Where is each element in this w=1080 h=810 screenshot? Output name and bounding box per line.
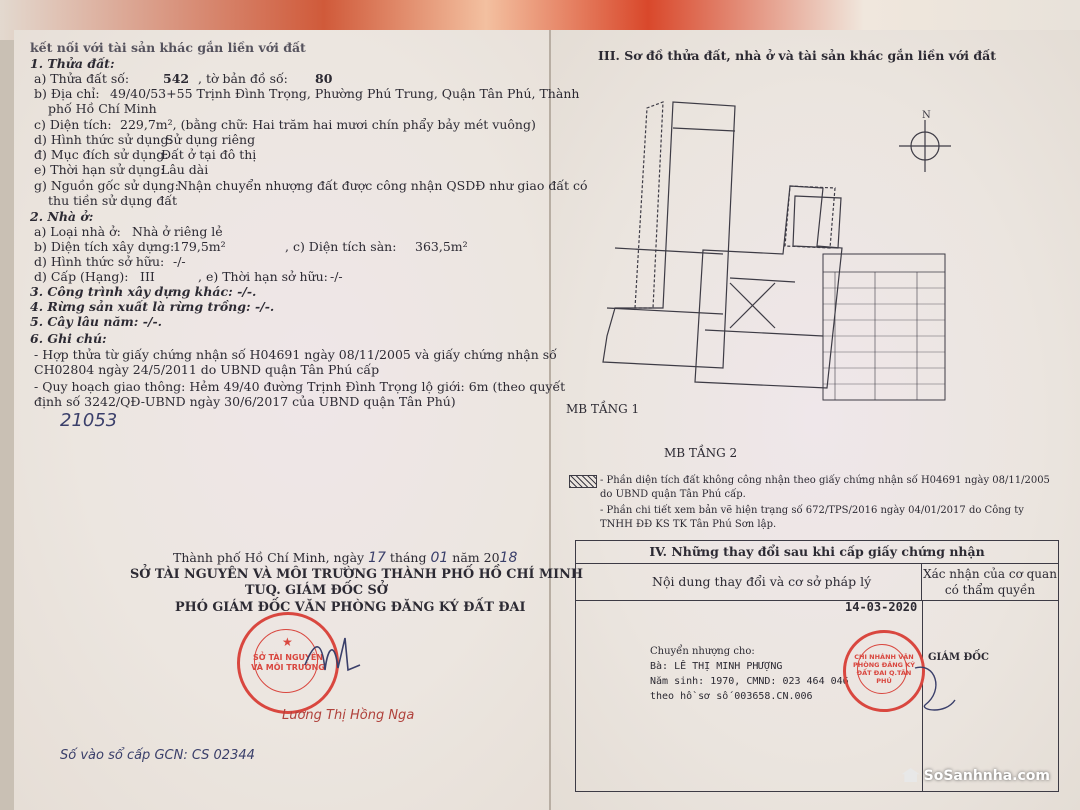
section4-forest: 4. Rừng sản xuất là rừng trồng: -/-. (30, 299, 275, 314)
authority-line2: TUQ. GIÁM ĐỐC SỞ (245, 583, 388, 598)
build-area-label: b) Diện tích xây dựng: (34, 239, 175, 254)
floor-area-value: 363,5m² (415, 239, 468, 254)
hatch-legend-icon (569, 475, 597, 488)
floor1-outline (603, 102, 735, 368)
ownership-label: d) Hình thức sở hữu: (34, 254, 165, 269)
section3-other-works: 3. Công trình xây dựng khác: -/-. (30, 284, 257, 299)
label-mb-floor1: MB TẦNG 1 (566, 402, 640, 416)
changes-col-content: Nội dung thay đổi và cơ sở pháp lý (576, 563, 922, 601)
seal-text: SỞ TÀI NGUYÊN VÀ MÔI TRƯỜNG (251, 653, 325, 672)
use-form-value: Sử dụng riêng (165, 132, 256, 147)
seal-star-icon: ★ (282, 635, 293, 649)
watermark-logo: SoSanhnha.com (902, 768, 1050, 784)
grade-label: d) Cấp (Hạng): (34, 269, 129, 284)
address-label: b) Địa chỉ: (34, 86, 100, 101)
note1-line1: - Hợp thửa từ giấy chứng nhận số H04691 ngày 08/11/2005 và giấy chứng nhận số (34, 347, 557, 362)
legend2-line2: TNHH ĐĐ KS TK Tân Phú Sơn lập. (600, 519, 777, 530)
left-top-heading: kết nối với tài sản khác gắn liền với đất (30, 40, 306, 55)
area-label: c) Diện tích: (34, 117, 112, 132)
origin-label: g) Nguồn gốc sử dụng: (34, 178, 179, 193)
parcel-value: 542 (163, 71, 190, 86)
authority-line1: SỞ TÀI NGUYÊN VÀ MÔI TRƯỜNG THÀNH PHỐ HỒ CHÍ MINH (130, 567, 583, 582)
legend2-line1: - Phần chi tiết xem bản vẽ hiện trạng số 672/TPS/2016 ngày 04/01/2017 do Công ty (600, 505, 1024, 516)
floor2-outline (695, 186, 842, 388)
note2-line2: định số 3242/QĐ-UBND ngày 30/6/2017 của UBND quận Tân Phú) (34, 394, 456, 409)
svg-text:N: N (922, 110, 931, 121)
address-line1: 49/40/53+55 Trịnh Đình Trọng, Phường Phú Trung, Quận Tân Phú, Thành (110, 86, 580, 101)
grade-value: III (140, 269, 155, 284)
changes-col-confirm: Xác nhận của cơ quan có thẩm quyền (922, 563, 1058, 601)
use-purpose-value: Đất ở tại đô thị (161, 147, 257, 162)
director-signature (905, 660, 965, 720)
note2-line1: - Quy hoạch giao thông: Hẻm 49/40 đường Trịnh Đình Trọng lộ giới: 6m (theo quyết (34, 379, 566, 394)
origin-line2: thu tiền sử dụng đất (48, 193, 178, 208)
note1-line2: CH02804 ngày 24/5/2011 do UBND quận Tân Phú cấp (34, 362, 380, 377)
house-type-value: Nhà ở riêng lẻ (132, 224, 223, 239)
section5-perennial: 5. Cây lâu năm: -/-. (30, 314, 163, 329)
address-line2: phố Hồ Chí Minh (48, 101, 157, 116)
transfer-details: Năm sinh: 1970, CMND: 023 464 046 (650, 676, 849, 687)
use-purpose-label: đ) Mục đích sử dụng: (34, 147, 169, 162)
director-label: GIÁM ĐỐC (928, 652, 989, 663)
section1-title: 1. Thửa đất: (30, 56, 115, 71)
signer-name: Lương Thị Hồng Nga (282, 708, 415, 723)
signature-mark (300, 630, 370, 680)
origin-line1: Nhận chuyển nhượng đất được công nhận QSDĐ như giao đất có (177, 178, 588, 193)
handwritten-number: 21053 (60, 410, 118, 431)
authority-line3: PHÓ GIÁM ĐỐC VĂN PHÒNG ĐĂNG KÝ ĐẤT ĐAI (175, 600, 526, 615)
house-type-label: a) Loại nhà ở: (34, 224, 121, 239)
house-icon (902, 768, 920, 782)
transfer-file: theo hồ sơ số 003658.CN.006 (650, 691, 813, 702)
build-area-value: 179,5m² (173, 239, 226, 254)
stamp-date: 14-03-2020 (845, 600, 918, 614)
own-term-label: , e) Thời hạn sở hữu: (198, 269, 328, 284)
signing-date: Thành phố Hồ Chí Minh, ngày 17 tháng 01 năm 2018 (173, 550, 518, 566)
coordinate-table (823, 254, 945, 400)
use-form-label: d) Hình thức sử dụng: (34, 132, 173, 147)
section3-diagram-title: III. Sơ đồ thửa đất, nhà ở và tài sản khác gắn liền với đất (598, 48, 996, 63)
changes-table-title: IV. Những thay đổi sau khi cấp giấy chứng nhận (576, 541, 1058, 564)
legend1-line1: - Phần diện tích đất không công nhận theo giấy chứng nhận số H04691 ngày 08/11/2005 (600, 475, 1050, 486)
map-sheet-value: 80 (315, 71, 333, 86)
use-term-label: e) Thời hạn sử dụng: (34, 162, 165, 177)
section6-title: 6. Ghi chú: (30, 331, 107, 346)
cert-number: Số vào sổ cấp GCN: CS 02344 (60, 748, 255, 763)
branch-seal-text: CHI NHÁNH VĂN PHÒNG ĐĂNG KÝ ĐẤT ĐAI Q.TÂN PHÚ (852, 653, 916, 685)
ownership-value: -/- (173, 254, 186, 269)
changes-table (575, 540, 1059, 792)
parcel-label: a) Thửa đất số: (34, 71, 130, 86)
transfer-title: Chuyển nhượng cho: (650, 646, 755, 657)
area-value: 229,7m², (bằng chữ: Hai trăm hai mươi chín phẩy bảy mét vuông) (120, 117, 536, 132)
floor-area-label: , c) Diện tích sàn: (285, 239, 397, 254)
map-sheet-label: , tờ bản đồ số: (198, 71, 288, 86)
transfer-name: Bà: LÊ THỊ MINH PHƯỢNG (650, 661, 783, 672)
legend1-line2: do UBND quận Tân Phú cấp. (600, 489, 746, 500)
section2-title: 2. Nhà ở: (30, 209, 94, 224)
use-term-value: Lâu dài (161, 162, 209, 177)
own-term-value: -/- (330, 269, 343, 284)
label-mb-floor2: MB TẦNG 2 (664, 446, 738, 460)
